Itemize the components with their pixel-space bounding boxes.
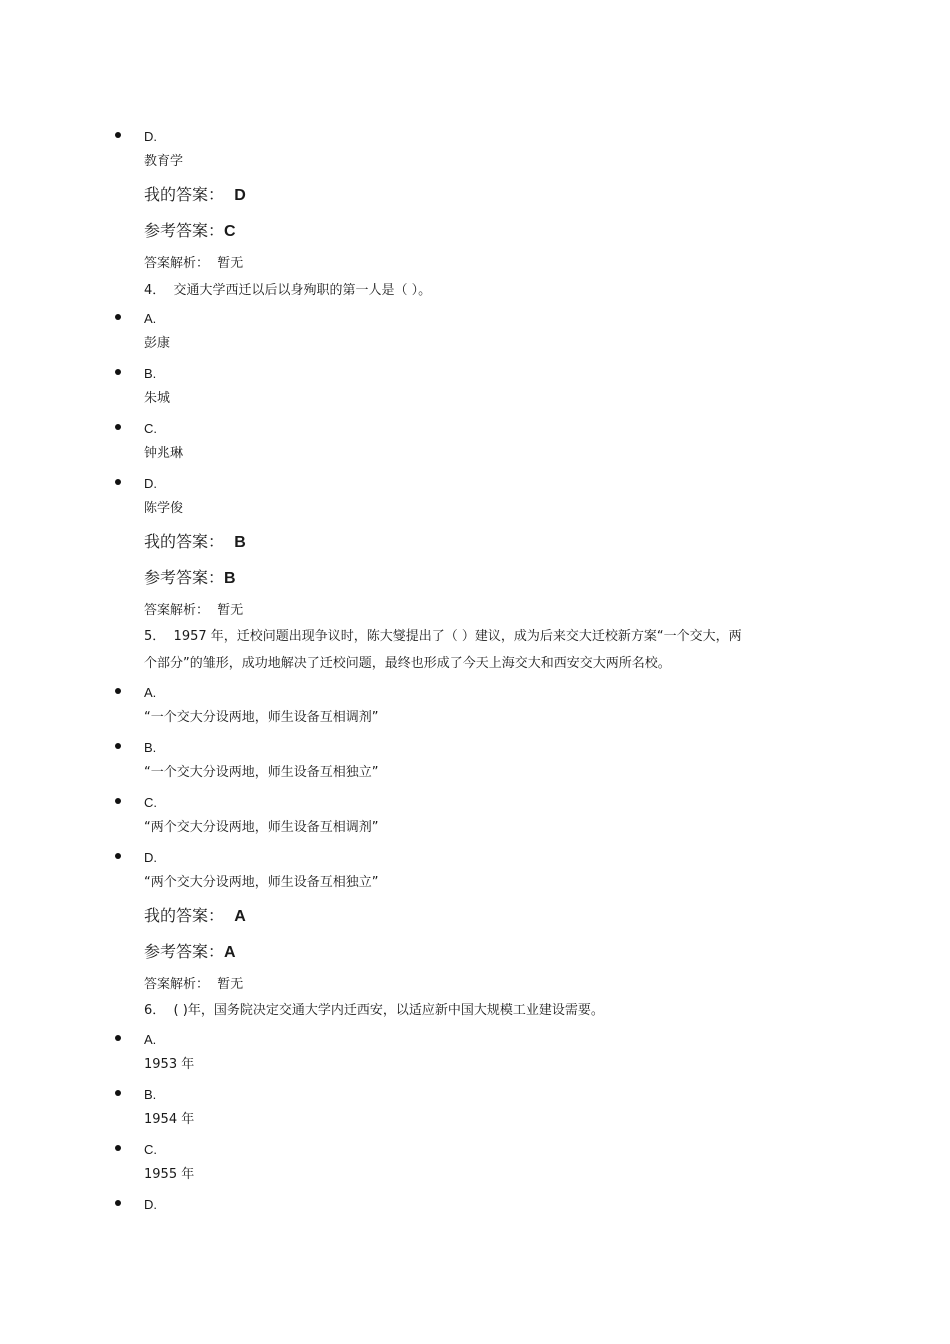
my-answer-value: B xyxy=(234,534,246,551)
bullet-q3-d xyxy=(115,132,121,138)
ref-answer-label: 参考答案： xyxy=(144,942,225,961)
bullet-q5-a xyxy=(115,688,121,694)
q3-option-d-letter: D. xyxy=(144,129,157,144)
question-number: 5． xyxy=(144,629,166,644)
q3-option-d-text: 教育学 xyxy=(144,154,184,169)
q5-option-a-text: “一个交大分设两地，师生设备互相调剂” xyxy=(144,710,379,725)
q4-option-c-letter: C. xyxy=(144,421,157,436)
q5-my-answer xyxy=(144,908,246,925)
ref-answer-label: 参考答案： xyxy=(144,568,225,587)
q3-ref-answer xyxy=(144,223,236,240)
ref-answer-value: C xyxy=(224,223,236,240)
question-text: ( )年，国务院决定交通大学内迁西安，以适应新中国大规模工业建设需要。 xyxy=(173,1003,604,1018)
q5-ref-answer xyxy=(144,944,236,961)
question-number: 6． xyxy=(144,1003,166,1018)
q4-option-b-text: 朱城 xyxy=(144,391,171,406)
analysis-value: 暂无 xyxy=(217,977,244,992)
bullet-q6-b xyxy=(115,1090,121,1096)
my-answer-value: A xyxy=(234,908,246,925)
q4-analysis xyxy=(144,604,243,617)
my-answer-label: 我的答案： xyxy=(144,532,225,551)
bullet-q5-b xyxy=(115,743,121,749)
bullet-q4-d xyxy=(115,479,121,485)
q5-option-d-letter: D. xyxy=(144,850,157,865)
bullet-q6-d xyxy=(115,1200,121,1206)
q4-option-c-text: 钟兆琳 xyxy=(144,446,184,461)
q6-option-a-letter: A. xyxy=(144,1032,157,1047)
q6-option-b-letter: B. xyxy=(144,1087,157,1102)
q5-question-line2: 个部分”的雏形，成功地解决了迁校问题，最终也形成了今天上海交大和西安交大两所名校。 xyxy=(144,656,671,671)
q5-question-line1 xyxy=(144,630,742,643)
question-text: 1957 年，迁校问题出现争议时，陈大燮提出了（ ）建议，成为后来交大迁校新方案“一个交大，两 xyxy=(173,629,742,644)
ref-answer-label: 参考答案： xyxy=(144,221,225,240)
q4-option-a-letter: A. xyxy=(144,311,157,326)
q5-option-b-text: “一个交大分设两地，师生设备互相独立” xyxy=(144,765,379,780)
q6-option-d-letter: D. xyxy=(144,1197,157,1212)
analysis-value: 暂无 xyxy=(217,603,244,618)
q3-analysis xyxy=(144,257,243,270)
ref-answer-value: A xyxy=(224,944,236,961)
analysis-value: 暂无 xyxy=(217,256,244,271)
q5-option-c-letter: C. xyxy=(144,795,157,810)
q5-option-c-text: “两个交大分设两地，师生设备互相调剂” xyxy=(144,820,379,835)
analysis-label: 答案解析： xyxy=(144,256,210,271)
q4-option-b-letter: B. xyxy=(144,366,157,381)
q3-my-answer xyxy=(144,187,246,204)
q6-option-b-text: 1954 年 xyxy=(144,1112,195,1127)
q5-option-d-text: “两个交大分设两地，师生设备互相独立” xyxy=(144,875,379,890)
bullet-q6-c xyxy=(115,1145,121,1151)
analysis-label: 答案解析： xyxy=(144,603,210,618)
q5-option-a-letter: A. xyxy=(144,685,157,700)
analysis-label: 答案解析： xyxy=(144,977,210,992)
q4-option-a-text: 彭康 xyxy=(144,336,171,351)
question-text: 交通大学西迁以后以身殉职的第一人是（ ）。 xyxy=(173,283,432,298)
q4-option-d-letter: D. xyxy=(144,476,157,491)
q6-option-c-text: 1955 年 xyxy=(144,1167,195,1182)
q5-analysis xyxy=(144,978,243,991)
q6-question xyxy=(144,1004,604,1017)
bullet-q4-a xyxy=(115,314,121,320)
q4-ref-answer xyxy=(144,570,236,587)
bullet-q5-c xyxy=(115,798,121,804)
bullet-q4-b xyxy=(115,369,121,375)
my-answer-value: D xyxy=(234,187,246,204)
question-number: 4． xyxy=(144,283,166,298)
q4-question xyxy=(144,284,431,297)
q4-my-answer xyxy=(144,534,246,551)
bullet-q5-d xyxy=(115,853,121,859)
q5-option-b-letter: B. xyxy=(144,740,157,755)
bullet-q6-a xyxy=(115,1035,121,1041)
my-answer-label: 我的答案： xyxy=(144,185,225,204)
bullet-q4-c xyxy=(115,424,121,430)
ref-answer-value: B xyxy=(224,570,236,587)
my-answer-label: 我的答案： xyxy=(144,906,225,925)
q4-option-d-text: 陈学俊 xyxy=(144,501,184,516)
q6-option-c-letter: C. xyxy=(144,1142,157,1157)
q6-option-a-text: 1953 年 xyxy=(144,1057,195,1072)
